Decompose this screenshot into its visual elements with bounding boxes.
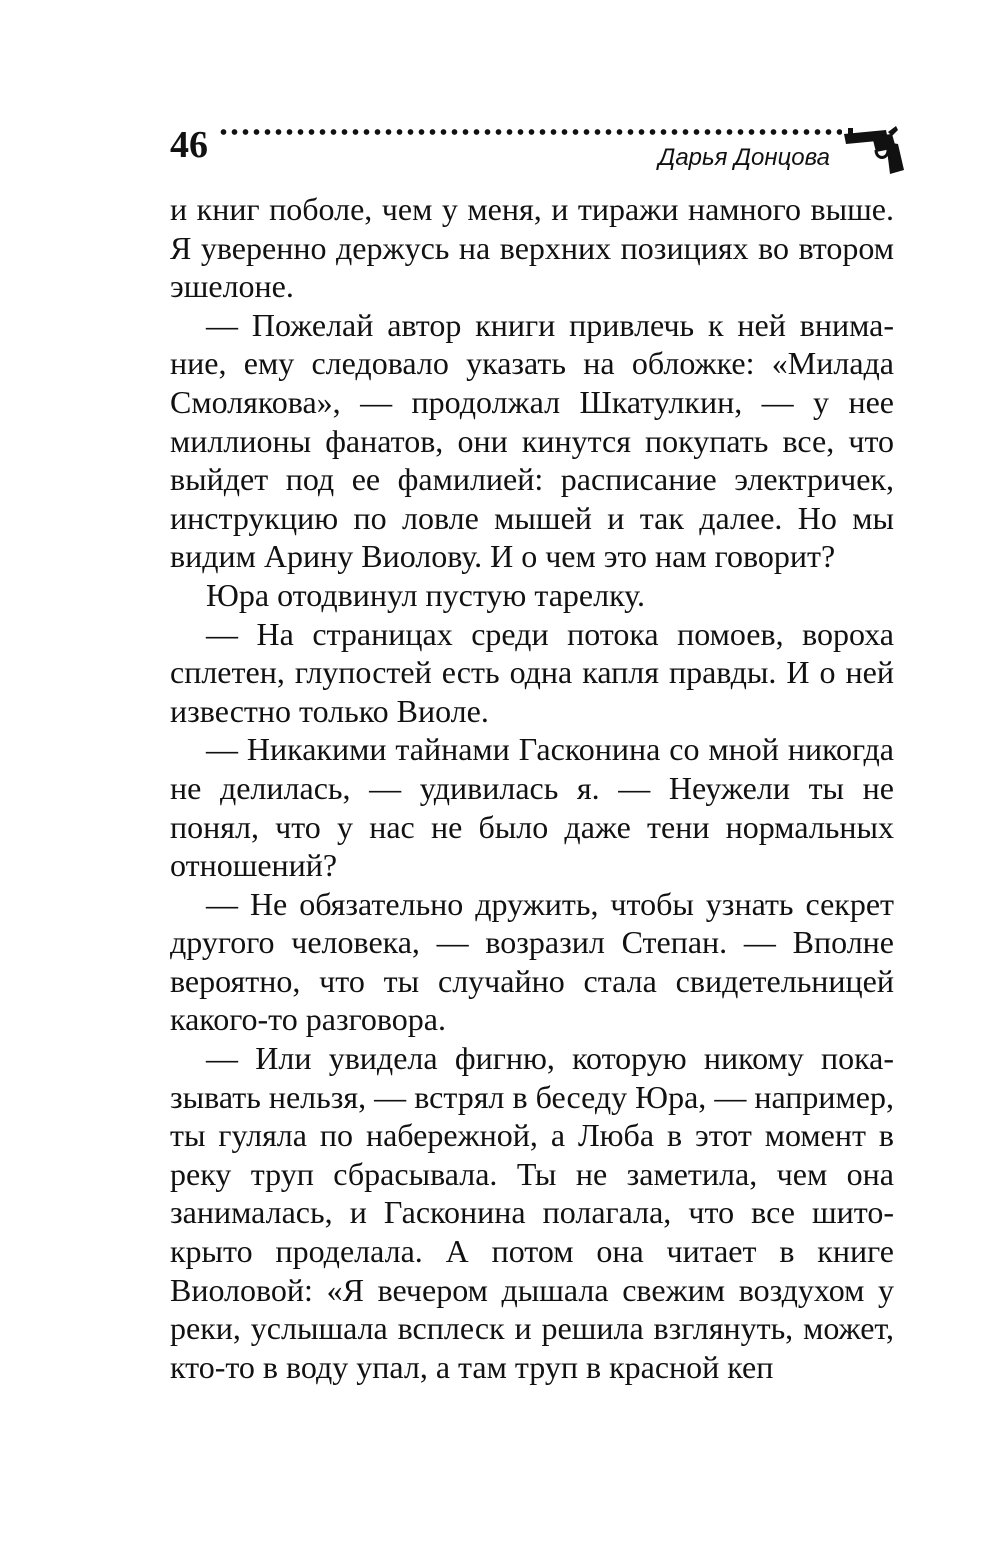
author-name: Дарья Донцова <box>658 144 830 171</box>
paragraph: — Не обязательно дружить, чтобы узнать секрет другого человека, — возразил Степан. — Вполне вероятно, что ты случайно стала свидетельницей какого-то разговора. <box>170 885 894 1038</box>
page-number: 46 <box>170 124 208 166</box>
dot-leader <box>218 126 842 138</box>
text-body <box>170 190 894 1386</box>
paragraph: — Пожелай автор книги привлечь к ней внимание, ему следовало указать на обложке: «Милада Смолякова», — продолжал Шкатулкин, — у нее миллионы фанатов, они кинутся покупать все, что выйдет под ее фамилией: расписание электричек, инструкцию по ловле мышей и так далее. Но мы видим Арину Виолову. И о чем это нам говорит? <box>170 306 894 575</box>
revolver-icon <box>842 124 906 176</box>
paragraph: и книг поболе, чем у меня, и тиражи намного выше. Я уверенно держусь на верхних позициях во втором эшелоне. <box>170 191 894 305</box>
paragraph: — На страницах среди потока помоев, вороха сплетен, глупостей есть одна капля правды. И о ней известно только Виоле. <box>170 615 894 729</box>
paragraph: Юра отодвинул пустую тарелку. <box>206 576 645 613</box>
paragraph: — Никакими тайнами Гасконина со мной никогда не делилась, — удивилась я. — Неужели ты не понял, что у нас не было даже тени нормальных отношений? <box>170 731 894 884</box>
paragraph: — Или увидела фигню, которую никому показывать нельзя, — встрял в беседу Юра, — например, ты гуляла по набережной, а Люба в этот момент в реку труп сбрасывала. Ты не заметила, чем она занималась, и Гасконина полагала, что все шито-крыто проделала. А потом она читает в книге Виоловой: «Я вечером дышала свежим воздухом у реки, услышала всплеск и решила взглянуть, может, кто-то в воду упал, а там труп в красной кеп <box>170 1040 894 1385</box>
